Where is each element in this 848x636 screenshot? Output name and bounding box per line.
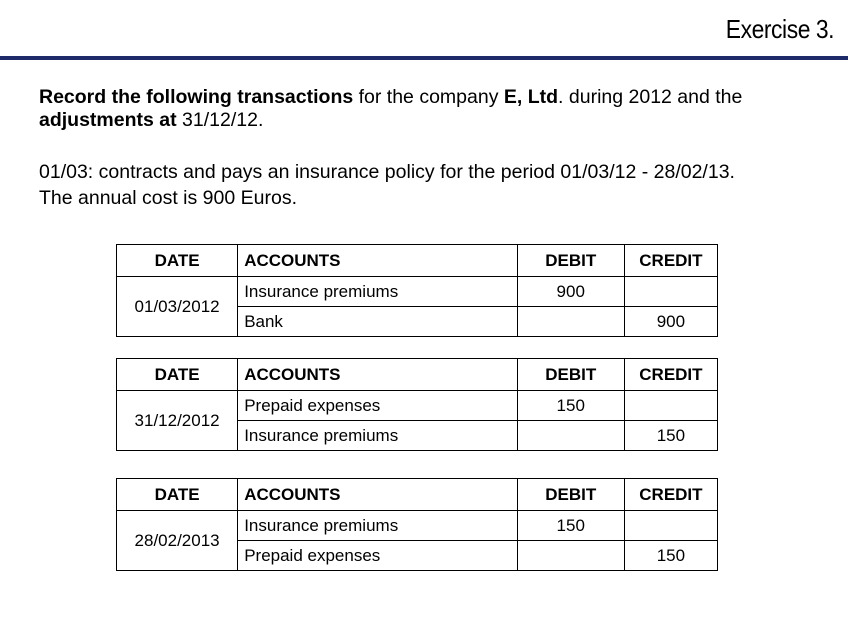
- header-accounts: ACCOUNTS: [238, 245, 517, 277]
- instructions: [39, 86, 829, 132]
- account-cell: Insurance premiums: [238, 511, 517, 541]
- credit-cell: 150: [624, 541, 717, 571]
- credit-cell: [624, 277, 717, 307]
- header-debit: DEBIT: [517, 479, 624, 511]
- account-cell: Insurance premiums: [238, 421, 517, 451]
- credit-cell: 900: [624, 307, 717, 337]
- intro-text-3: 31/12/12.: [176, 109, 264, 131]
- intro-company: E, Ltd: [503, 86, 559, 108]
- header-credit: CREDIT: [624, 479, 717, 511]
- table-row: [117, 391, 718, 421]
- header-accounts: ACCOUNTS: [238, 479, 517, 511]
- table-header-row: [117, 359, 718, 391]
- entry-date: 28/02/2013: [117, 511, 238, 571]
- intro-bold-3: adjustments at: [39, 109, 177, 131]
- table-row: [117, 511, 718, 541]
- intro-text-2: . during 2012 and the: [558, 86, 743, 108]
- header-date: DATE: [117, 359, 238, 391]
- debit-cell: 150: [517, 391, 624, 421]
- transaction-description: [39, 159, 829, 211]
- credit-cell: [624, 391, 717, 421]
- account-cell: Prepaid expenses: [238, 391, 517, 421]
- journal-entry-3: [116, 478, 718, 571]
- credit-cell: 150: [624, 421, 717, 451]
- debit-cell: [517, 541, 624, 571]
- journal-entry-2: [116, 358, 718, 451]
- header-divider: [0, 56, 848, 60]
- credit-cell: [624, 511, 717, 541]
- account-cell: Bank: [238, 307, 517, 337]
- header-date: DATE: [117, 245, 238, 277]
- page-title: Exercise 3.: [725, 14, 834, 44]
- table-row: [117, 277, 718, 307]
- table-header-row: [117, 479, 718, 511]
- intro-text-1: for the company: [353, 86, 504, 108]
- description-line-1: 01/03: contracts and pays an insurance policy for the period 01/03/12 - 28/02/13.: [39, 161, 735, 183]
- account-cell: Insurance premiums: [238, 277, 517, 307]
- header-credit: CREDIT: [624, 359, 717, 391]
- debit-cell: 900: [517, 277, 624, 307]
- description-line-2: The annual cost is 900 Euros.: [39, 187, 297, 209]
- entry-date: 31/12/2012: [117, 391, 238, 451]
- header-accounts: ACCOUNTS: [238, 359, 517, 391]
- intro-bold-1: Record the following transactions: [39, 86, 354, 108]
- debit-cell: [517, 307, 624, 337]
- account-cell: Prepaid expenses: [238, 541, 517, 571]
- debit-cell: 150: [517, 511, 624, 541]
- header-date: DATE: [117, 479, 238, 511]
- header-debit: DEBIT: [517, 245, 624, 277]
- entry-date: 01/03/2012: [117, 277, 238, 337]
- header-debit: DEBIT: [517, 359, 624, 391]
- table-header-row: [117, 245, 718, 277]
- header-credit: CREDIT: [624, 245, 717, 277]
- journal-entry-1: [116, 244, 718, 337]
- debit-cell: [517, 421, 624, 451]
